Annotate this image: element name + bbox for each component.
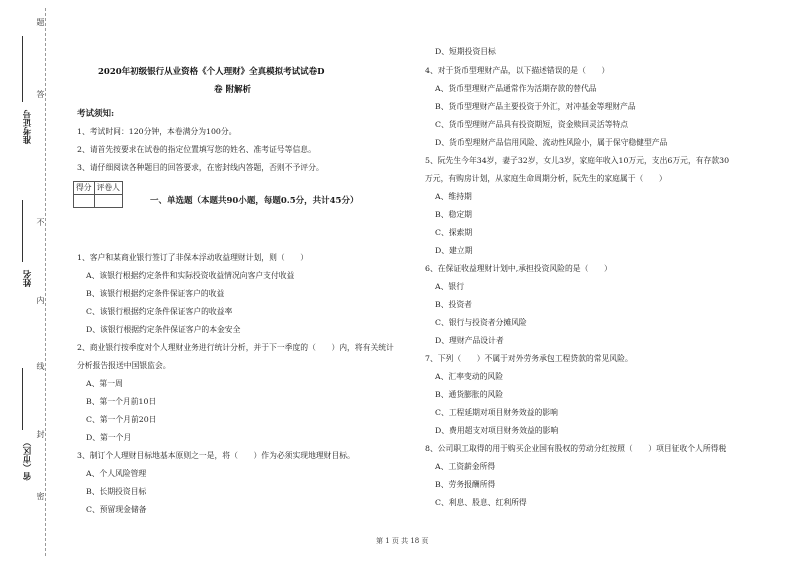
province-label: 省（市区） — [23, 438, 33, 481]
question-option: A、工资薪金所得 — [435, 462, 496, 471]
question-stem: 7、下列（ ）不属于对外劳务承包工程贷款的常见风险。 — [425, 354, 633, 363]
question-option: B、稳定期 — [435, 210, 472, 219]
province-blank — [22, 368, 23, 430]
cut-mark: 封 — [36, 430, 45, 438]
score-cell — [74, 195, 95, 208]
question-option: A、第一周 — [86, 379, 123, 388]
question-option: B、投资者 — [435, 300, 472, 309]
question-option: A、个人风险管理 — [86, 469, 147, 478]
question-option: B、通货膨胀的风险 — [435, 390, 504, 399]
question-option: A、该银行根据约定条件和实际投资收益情况向客户支付收益 — [86, 271, 295, 280]
cut-mark: 题 — [36, 18, 45, 26]
section-title: 一、单选题（本题共90小题，每题0.5分，共计45分） — [150, 196, 359, 206]
question-option: D、费用超支对项目财务效益的影响 — [435, 426, 559, 435]
score-header: 得分 — [74, 182, 95, 195]
question-option: B、长期投资目标 — [86, 487, 147, 496]
cut-mark: 密 — [36, 492, 45, 500]
question-option: B、劳务报酬所得 — [435, 480, 496, 489]
question-option: C、预留现金储备 — [86, 505, 147, 514]
cut-mark: 内 — [36, 296, 45, 304]
question-stem: 3、制订个人理财目标地基本原则之一是，将（ ）作为必须实现地理财目标。 — [77, 451, 355, 460]
cut-mark: 线 — [36, 362, 45, 370]
notes-title: 考试须知: — [77, 109, 115, 119]
name-blank — [22, 200, 23, 262]
exam-number-blank — [22, 36, 23, 102]
question-stem: 5、阮先生今年34岁，妻子32岁，女儿3岁，家庭年收入10万元，支出6万元，有存款30 — [425, 156, 730, 165]
grader-cell — [94, 195, 122, 208]
question-option: C、工程延期对项目财务效益的影响 — [435, 408, 558, 417]
note-item: 2、请首先按要求在试卷的指定位置填写您的姓名、准考证号等信息。 — [77, 145, 316, 154]
question-option: A、银行 — [435, 282, 465, 291]
binding-dashed-line — [45, 8, 46, 556]
grader-header: 评卷人 — [94, 182, 122, 195]
note-item: 1、考试时间：120分钟，本卷满分为100分。 — [77, 127, 237, 136]
question-stem: 2、商业银行按季度对个人理财业务进行统计分析，并于下一季度的（ ）内，将有关统计 — [77, 343, 394, 352]
question-option: D、第一个月 — [86, 433, 132, 442]
question-option: C、货币型理财产品具有投资期短，资金赎回灵活等特点 — [435, 120, 629, 129]
question-option: D、短期投资目标 — [435, 47, 496, 56]
page-footer: 第 1 页 共 18 页 — [376, 537, 429, 545]
question-option: A、维持期 — [435, 192, 472, 201]
question-stem: 6、在保证收益理财计划中,承担投资风险的是（ ） — [425, 264, 612, 273]
question-option: D、货币型理财产品信用风险、流动性风险小，属于保守稳健型产品 — [435, 138, 668, 147]
question-option: A、货币型理财产品通常作为活期存款的替代品 — [435, 84, 597, 93]
question-stem: 8、公司职工取得的用于购买企业国有股权的劳动分红按照（ ）项目征收个人所得税 — [425, 444, 727, 453]
cut-mark: 答 — [36, 90, 45, 98]
question-option: C、该银行根据约定条件保证客户的收益率 — [86, 307, 233, 316]
question-option: B、货币型理财产品主要投资于外汇，对冲基金等理财产品 — [435, 102, 636, 111]
question-stem: 4、对于货币型理财产品，以下描述错误的是（ ） — [425, 66, 610, 75]
question-option: B、第一个月前10日 — [86, 397, 157, 406]
question-option: A、汇率变动的风险 — [435, 372, 504, 381]
score-box — [73, 181, 123, 208]
paper-title-line-1: 2020年初级银行从业资格《个人理财》全真模拟考试试卷D — [98, 67, 325, 77]
question-option: D、建立期 — [435, 246, 473, 255]
exam-number-label: 准考证号 — [23, 110, 33, 144]
question-stem-cont: 分析报告报送中国银监会。 — [77, 361, 171, 370]
question-stem: 1、客户和某商业银行签订了非保本浮动收益理财计划，则（ ） — [77, 253, 309, 262]
question-option: B、该银行根据约定条件保证客户的收益 — [86, 289, 225, 298]
question-stem-cont: 万元，有购房计划，从家庭生命周期分析，阮先生的家庭属于（ ） — [425, 174, 667, 183]
paper-title-line-2: 卷 附解析 — [214, 85, 251, 95]
name-label: 姓名 — [23, 270, 33, 287]
note-item: 3、请仔细阅读各种题目的回答要求，在密封线内答题，否则不予评分。 — [77, 163, 324, 172]
question-option: C、第一个月前20日 — [86, 415, 157, 424]
cut-mark: 不 — [36, 218, 45, 226]
question-option: D、该银行根据约定条件保证客户的本金安全 — [86, 325, 241, 334]
question-option: C、银行与投资者分摊风险 — [435, 318, 527, 327]
question-option: C、利息、股息、红利所得 — [435, 498, 527, 507]
question-option: D、理财产品设计者 — [435, 336, 504, 345]
question-option: C、探索期 — [435, 228, 473, 237]
